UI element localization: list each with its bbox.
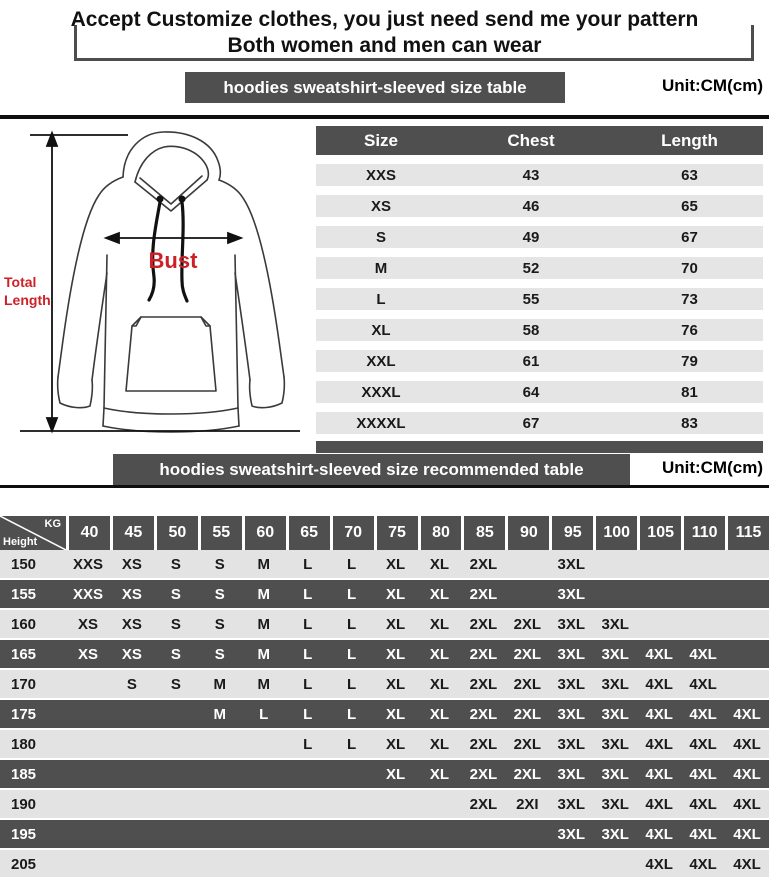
height-label: 205 [11,855,37,873]
size-table-cell-chest: 43 [522,166,540,184]
height-label: 190 [11,795,37,813]
recommended-table [0,516,769,877]
recommended-size-cell: XL [385,735,406,753]
recommended-row-150 [0,550,769,580]
size-section [0,125,769,445]
recommended-size-cell [461,820,505,848]
size-table-cell-chest: 61 [522,352,540,370]
recommended-size-cell: 3XL [557,675,586,693]
recommended-size-cell: L [303,735,313,753]
recommended-size-cell: M [257,675,270,693]
recommended-size-cell: 2XL [469,645,498,663]
kg-column-header: 40 [69,516,110,550]
size-table-banner: hoodies sweatshirt-sleeved size table [185,72,565,103]
size-table-row [316,226,763,248]
recommended-size-cell [66,790,110,818]
recommended-size-cell [66,760,110,788]
recommended-row-190 [0,790,769,820]
corner-kg-label: KG [44,518,61,530]
size-table-cell-length: 76 [681,321,698,339]
size-table-cell-size: XXL [366,352,396,370]
recommended-row-205 [0,850,769,877]
recommended-size-cell: L [347,585,357,603]
recommended-size-cell: 4XL [733,825,761,843]
recommended-size-cell: 4XL [689,645,717,663]
kg-column-header: 45 [113,516,154,550]
recommended-size-cell: L [303,645,313,663]
height-label: 175 [11,705,37,723]
recommended-size-cell: 2XL [513,765,542,783]
recommended-size-cell: S [170,675,181,693]
header-line2: Both women and men can wear [227,34,542,57]
recommended-size-cell: XL [429,555,450,573]
size-column-header: Size [363,130,399,150]
recommended-size-cell: 2XL [513,705,542,723]
recommended-table-banner: hoodies sweatshirt-sleeved size recommended table [113,454,630,485]
recommended-size-cell [637,580,681,608]
recommended-size-cell [66,730,110,758]
hoodie-illustration-icon [0,125,305,440]
recommended-size-cell: 4XL [733,765,761,783]
recommended-size-cell: XL [385,645,406,663]
recommended-size-cell [725,580,769,608]
recommended-size-cell: 3XL [557,645,586,663]
size-table-cell-length: 65 [681,197,698,215]
recommended-size-cell [242,790,286,818]
recommended-size-cell: XS [121,555,142,573]
recommended-size-cell: XL [385,615,406,633]
recommended-size-cell [681,610,725,638]
recommended-row-175 [0,700,769,730]
recommended-size-cell: S [214,645,225,663]
recommended-size-cell: 3XL [601,675,629,693]
recommended-size-cell: S [170,585,181,603]
recommended-size-cell: L [303,585,313,603]
hoodie-diagram [0,125,308,445]
recommended-size-cell [154,760,198,788]
recommended-size-cell [637,550,681,578]
recommended-size-cell: 2XL [469,735,498,753]
divider-line-bottom [0,485,769,488]
kg-column-header: 100 [596,516,637,550]
recommended-size-cell: 2XL [513,615,542,633]
recommended-size-cell [198,850,242,877]
recommended-size-cell [198,760,242,788]
recommended-size-cell [681,550,725,578]
total-length-label-line2: Length [4,292,51,308]
recommended-size-cell [66,820,110,848]
recommended-size-cell: 4XL [645,765,673,783]
recommended-size-cell: L [347,705,357,723]
height-label: 170 [11,675,37,693]
recommended-row-185 [0,760,769,790]
recommended-size-cell [242,850,286,877]
recommended-size-cell: 4XL [645,795,673,813]
recommended-size-cell: 3XL [557,765,586,783]
recommended-row-155 [0,580,769,610]
size-table [316,125,763,445]
recommended-size-cell [110,790,154,818]
recommended-size-cell [681,580,725,608]
recommended-size-cell [154,790,198,818]
recommended-size-cell [593,580,637,608]
recommended-size-cell: 3XL [601,795,629,813]
recommended-size-cell [110,730,154,758]
hoodie-outline [58,132,285,432]
recommended-size-cell: 4XL [645,675,673,693]
recommended-size-cell: 3XL [601,735,629,753]
recommended-size-cell: 2XL [513,645,542,663]
recommended-size-cell: 4XL [689,705,717,723]
recommended-size-cell: S [214,585,225,603]
recommended-size-cell: XS [121,585,142,603]
recommended-size-cell: 2XL [469,795,498,813]
recommended-size-cell [242,730,286,758]
recommended-size-cell: 4XL [689,675,717,693]
recommended-size-cell: 3XL [557,705,586,723]
size-table-cell-chest: 55 [522,290,540,308]
recommended-size-cell [330,820,374,848]
recommended-size-cell: 2XL [469,705,498,723]
recommended-size-cell: S [170,615,181,633]
size-table-cell-length: 79 [681,352,698,370]
recommended-size-cell: 3XL [557,735,586,753]
kg-column-header: 110 [684,516,725,550]
size-table-cell-length: 70 [681,259,698,277]
bust-label: Bust [148,248,198,273]
recommended-size-cell: L [303,555,313,573]
recommended-size-cell: XL [429,615,450,633]
recommended-size-cell [505,850,549,877]
size-table-cell-chest: 58 [522,321,540,339]
recommended-row-160 [0,610,769,640]
height-label: 165 [11,645,37,663]
divider-line-top [0,115,769,119]
recommended-size-cell: S [126,675,137,693]
recommended-size-cell: XL [429,645,450,663]
size-table-cell-chest: 52 [522,259,540,277]
size-table-row [316,257,763,279]
recommended-size-cell [593,850,637,877]
size-table-cell-size: XXXXL [356,414,406,432]
recommended-table-header [0,516,769,550]
unit-label-1: Unit:CM(cm) [661,76,763,95]
recommended-row-180 [0,730,769,760]
recommended-size-cell: 2XL [469,555,498,573]
height-label: 160 [11,615,37,633]
recommended-size-cell: 3XL [557,585,586,603]
recommended-size-cell: 4XL [689,765,717,783]
recommended-size-cell [505,550,549,578]
kg-column-header: 80 [421,516,462,550]
unit-label-2: Unit:CM(cm) [661,458,763,477]
recommended-size-cell: L [347,735,357,753]
kg-column-header: 95 [552,516,593,550]
size-table-row [316,164,763,186]
recommended-size-cell: 3XL [601,825,629,843]
kg-column-header: 65 [289,516,330,550]
size-table-body [316,164,763,434]
size-table-cell-length: 63 [681,166,698,184]
total-length-label-line1: Total [4,274,37,290]
recommended-size-cell [66,700,110,728]
recommended-size-cell: L [347,675,357,693]
recommended-size-cell [418,850,462,877]
recommended-size-cell: 3XL [601,705,629,723]
recommended-size-cell: 4XL [733,795,761,813]
recommended-size-cell: 3XL [601,645,629,663]
recommended-size-cell: 4XL [689,795,717,813]
length-column-header: Length [661,130,718,150]
header-line1: Accept Customize clothes, you just need send me your pattern [70,8,699,31]
recommended-size-cell: 2XL [469,765,498,783]
recommended-size-cell: M [213,705,227,723]
recommended-size-cell [418,790,462,818]
recommended-size-cell: S [214,555,225,573]
size-table-cell-chest: 67 [522,414,540,432]
recommended-size-cell: 4XL [733,855,761,873]
recommended-size-cell [286,760,330,788]
recommended-size-cell [286,790,330,818]
size-table-cell-length: 67 [681,228,698,246]
chest-column-header: Chest [507,130,555,150]
recommended-size-cell: 2XL [469,585,498,603]
recommended-size-cell [110,820,154,848]
recommended-size-cell: L [303,705,313,723]
recommended-size-cell [198,730,242,758]
height-label: 195 [11,825,37,843]
recommended-size-cell: 2XL [469,615,498,633]
recommended-size-cell: L [303,675,313,693]
recommended-size-cell [330,760,374,788]
recommended-size-cell: 4XL [689,855,717,873]
recommended-row-165 [0,640,769,670]
recommended-row-170 [0,670,769,700]
recommended-size-cell: M [257,645,270,663]
recommended-size-cell: L [347,615,357,633]
size-table-cell-chest: 46 [522,197,540,215]
recommended-size-cell: XL [429,765,450,783]
recommended-size-cell [286,850,330,877]
recommended-table-body [0,550,769,877]
recommended-size-cell [549,850,593,877]
recommended-size-cell: 2XL [469,675,498,693]
recommended-size-cell [110,760,154,788]
recommended-size-cell: L [347,645,357,663]
recommended-size-cell [330,790,374,818]
recommended-size-cell [725,610,769,638]
recommended-size-cell: XS [121,615,142,633]
recommended-size-cell: XL [385,705,406,723]
recommended-size-cell: S [170,555,181,573]
recommended-size-cell: L [259,705,269,723]
size-table-row [316,350,763,372]
kg-column-header: 50 [157,516,198,550]
corner-header-cell [0,516,66,550]
recommended-size-cell [374,820,418,848]
height-label: 185 [11,765,37,783]
recommended-size-cell: XXS [72,585,103,603]
recommended-size-cell [330,850,374,877]
recommended-size-cell: XL [429,585,450,603]
recommended-size-cell: 4XL [645,645,673,663]
recommended-size-cell: 4XL [645,825,673,843]
kg-column-header: 105 [640,516,681,550]
kg-column-header: 115 [728,516,769,550]
size-table-cell-size: XXS [365,166,396,184]
height-label: 180 [11,735,37,753]
recommended-size-cell: XL [385,765,406,783]
recommended-size-cell: 3XL [557,825,586,843]
recommended-size-cell [66,670,110,698]
page-header [0,0,769,64]
recommended-size-cell [242,760,286,788]
recommended-size-cell [198,790,242,818]
recommended-size-cell [593,550,637,578]
kg-column-header: 75 [377,516,418,550]
kg-column-header: 55 [201,516,242,550]
recommended-size-cell [242,820,286,848]
size-table-header [316,126,763,155]
recommended-size-cell: 4XL [689,735,717,753]
size-table-row [316,288,763,310]
recommended-size-cell [637,610,681,638]
recommended-size-cell: M [257,555,270,573]
size-table-cell-chest: 64 [522,383,540,401]
recommended-size-cell: S [170,645,181,663]
recommended-size-cell: XS [77,645,98,663]
recommended-size-cell [154,730,198,758]
recommended-size-cell: XL [429,735,450,753]
recommended-size-cell [154,820,198,848]
recommended-size-cell: XXS [72,555,103,573]
recommended-size-cell [154,850,198,877]
recommended-size-cell: XL [385,675,406,693]
size-table-cell-size: L [376,290,386,308]
recommended-size-cell: S [214,615,225,633]
recommended-size-cell: M [257,615,270,633]
corner-height-label: Height [3,536,38,548]
recommended-size-cell: 2XL [513,735,542,753]
recommended-banner-row [0,454,769,485]
size-table-row [316,381,763,403]
recommended-size-cell [725,640,769,668]
size-table-banner-row [0,72,769,103]
recommended-size-cell: M [213,675,227,693]
size-table-cell-size: M [374,259,388,277]
recommended-size-cell [110,700,154,728]
recommended-size-cell [154,700,198,728]
recommended-size-cell [374,790,418,818]
size-table-row [316,195,763,217]
kg-column-header: 60 [245,516,286,550]
recommended-size-cell: 4XL [733,735,761,753]
recommended-size-cell: XL [429,705,450,723]
size-table-cell-size: XXXL [361,383,401,401]
recommended-size-cell: L [347,555,357,573]
recommended-size-cell [461,850,505,877]
recommended-size-cell: 3XL [557,615,586,633]
recommended-size-cell: 4XL [645,855,673,873]
recommended-size-cell: XS [121,645,142,663]
kg-column-header: 70 [333,516,374,550]
size-table-cell-chest: 49 [522,228,540,246]
recommended-size-cell [110,850,154,877]
recommended-size-cell [725,670,769,698]
kg-column-header: 90 [508,516,549,550]
height-label: 150 [11,555,37,573]
recommended-size-cell: XL [385,555,406,573]
height-label: 155 [11,585,37,603]
recommended-size-cell: 2XL [513,675,542,693]
size-table-cell-length: 73 [681,290,698,308]
recommended-size-cell: XS [77,615,98,633]
recommended-size-cell [198,820,242,848]
size-table-footer-bar [316,441,763,453]
measurement-arrows [20,133,300,431]
size-table-row [316,319,763,341]
recommended-size-cell: 3XL [557,555,586,573]
recommended-size-cell [725,550,769,578]
recommended-size-cell: 4XL [645,735,673,753]
recommended-size-cell: 4XL [733,705,761,723]
recommended-size-cell: 4XL [689,825,717,843]
recommended-size-cell [286,820,330,848]
recommended-size-cell: 2XI [516,795,539,813]
recommended-size-cell: 3XL [601,765,629,783]
recommended-size-cell: 3XL [557,795,586,813]
recommended-size-cell [418,820,462,848]
size-table-cell-length: 83 [681,414,698,432]
recommended-size-cell: XL [429,675,450,693]
recommended-size-cell [505,580,549,608]
recommended-size-cell [505,820,549,848]
size-table-row [316,412,763,434]
recommended-size-cell: L [303,615,313,633]
recommended-row-195 [0,820,769,850]
size-table-cell-size: S [375,228,386,246]
size-table-cell-length: 81 [681,383,698,401]
recommended-size-cell [374,850,418,877]
size-table-cell-size: XL [371,321,391,339]
recommended-size-cell: XL [385,585,406,603]
size-table-cell-size: XS [370,197,391,215]
recommended-size-cell [66,850,110,877]
recommended-size-cell: 3XL [601,615,629,633]
recommended-size-cell: M [257,585,270,603]
recommended-size-cell: 4XL [645,705,673,723]
kg-column-header: 85 [464,516,505,550]
